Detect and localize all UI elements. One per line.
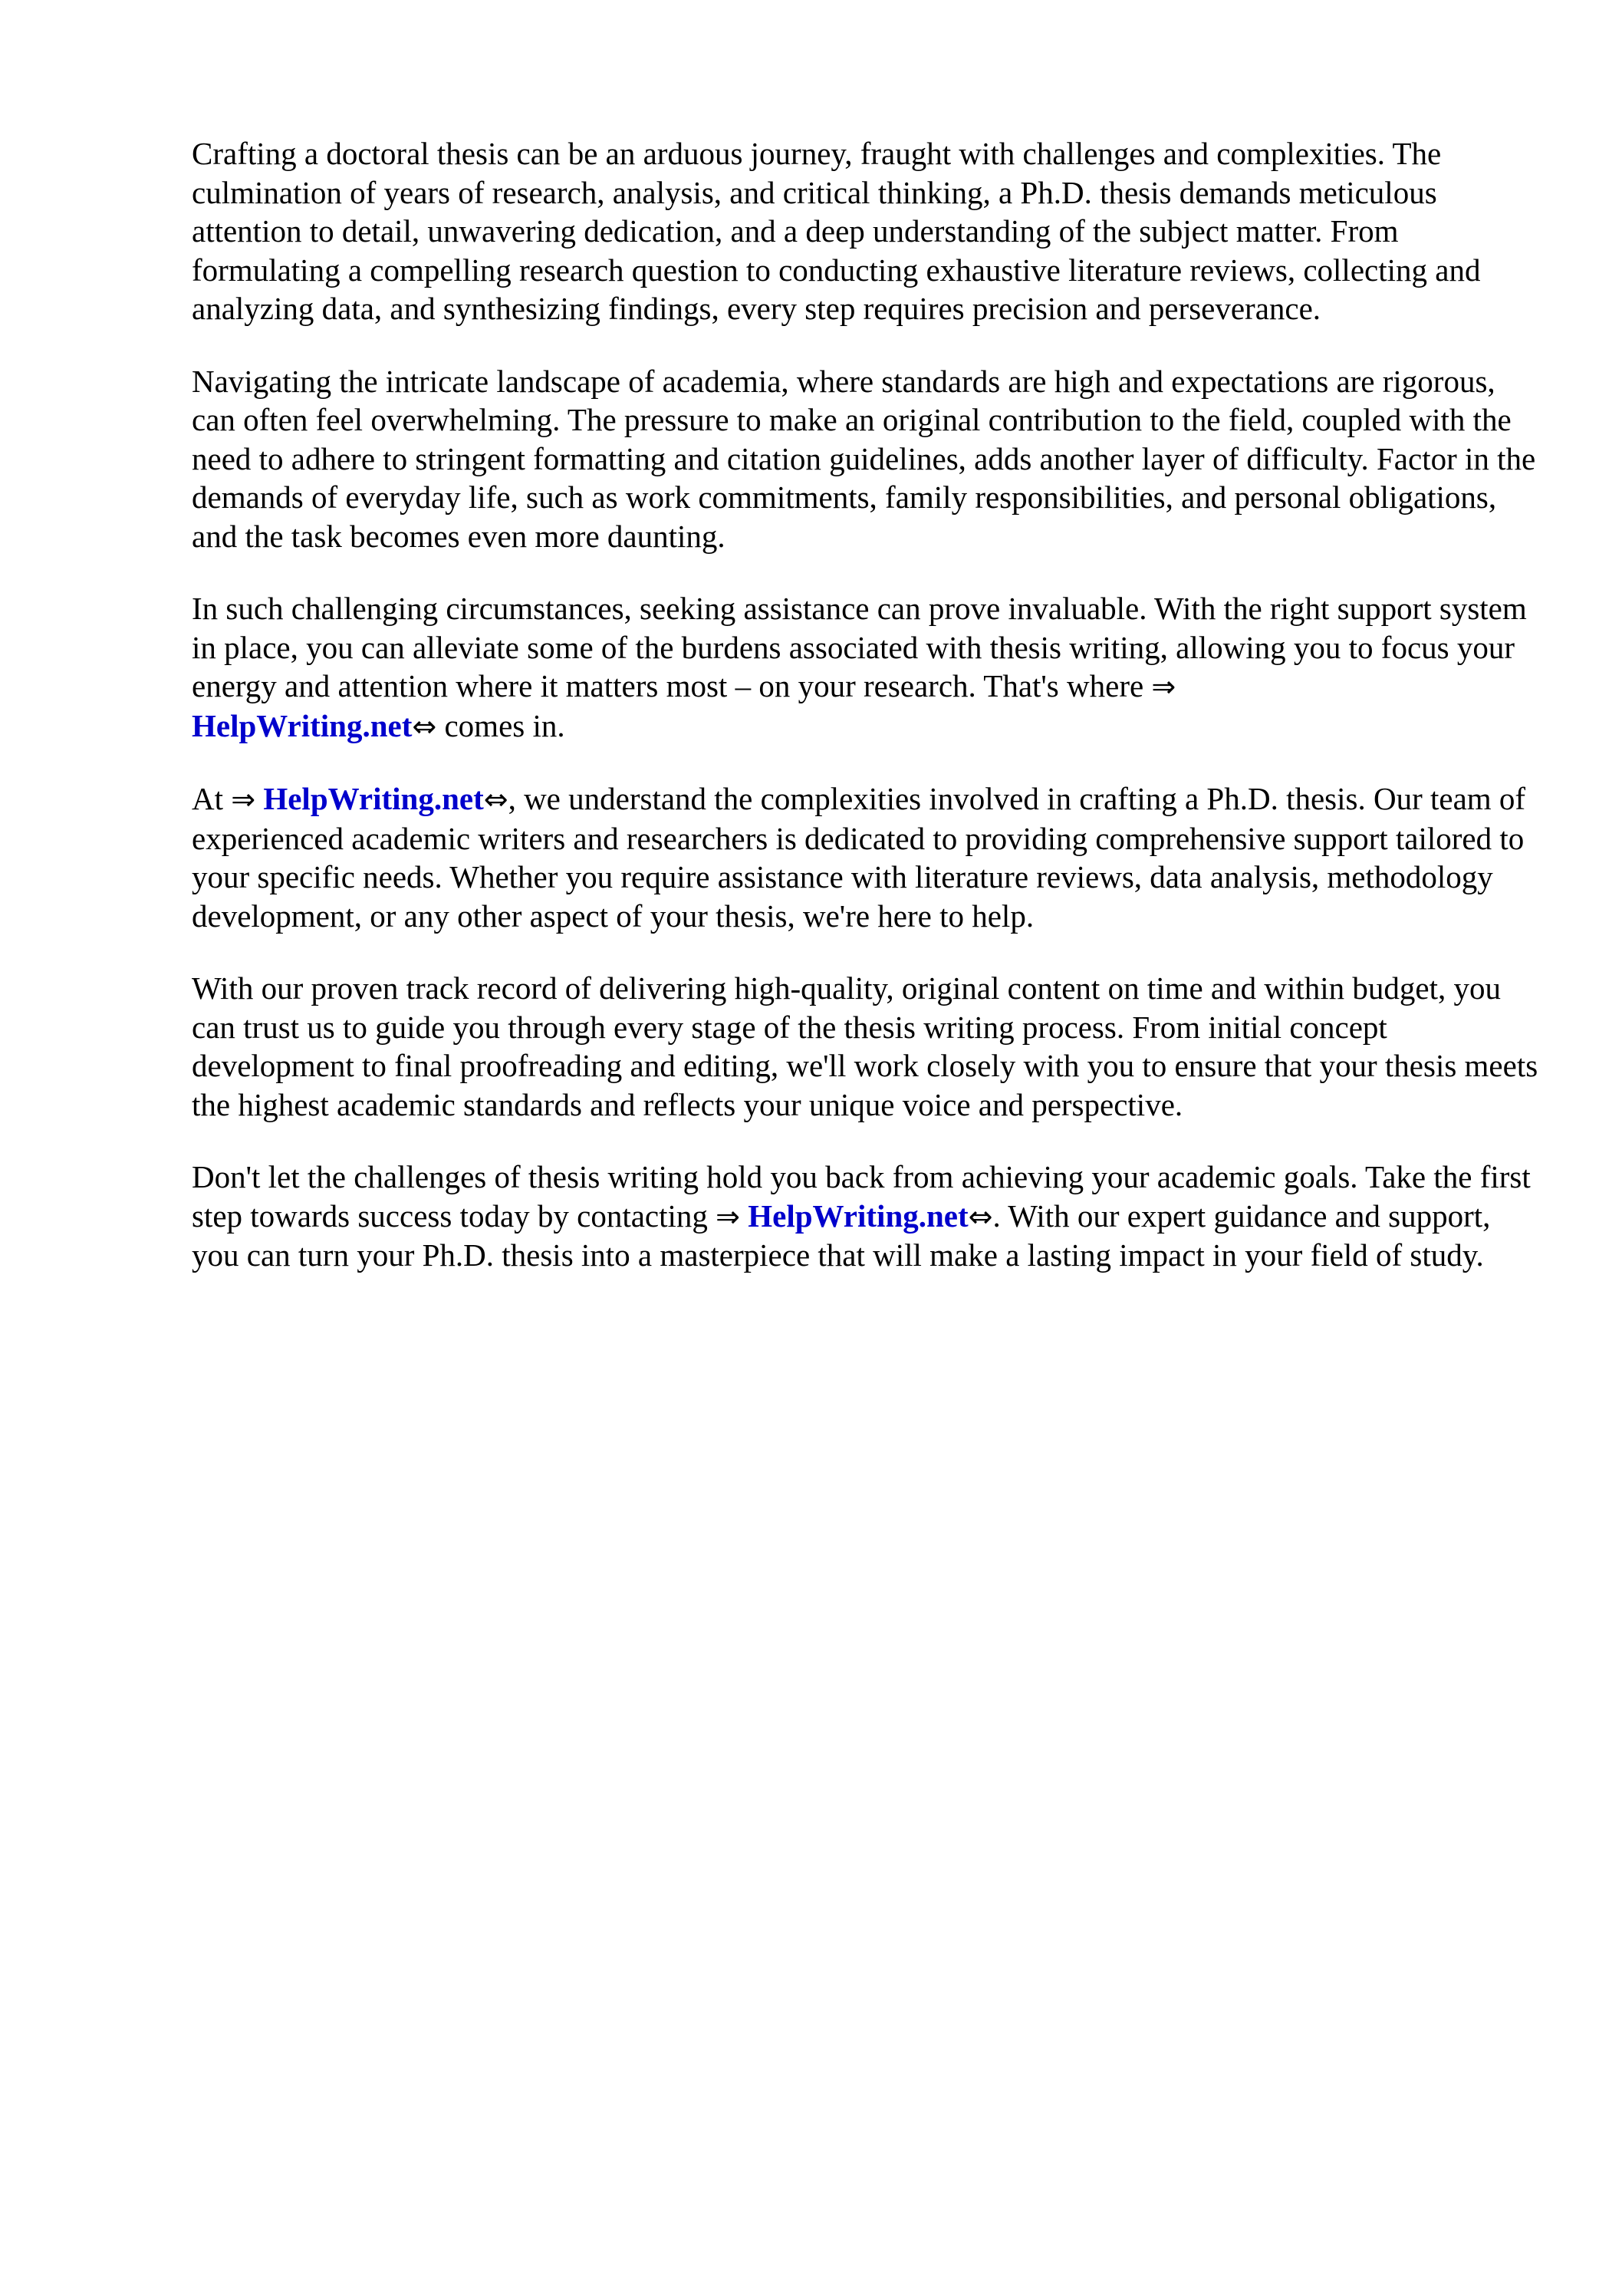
paragraph-4-text-start: At [192, 781, 232, 816]
double-arrow-icon: ⇔ [412, 709, 437, 743]
paragraph-6-text-start: Don't let the challenges of thesis writing hold you back from achieving your academic goals. Take the first step towards success today by contacting [192, 1159, 1531, 1234]
right-arrow-icon: ⇒ [716, 1199, 741, 1234]
right-arrow-icon: ⇒ [231, 782, 256, 816]
helpwriting-link[interactable]: HelpWriting.net [263, 781, 484, 816]
paragraph-3-text-start: In such challenging circumstances, seeking assistance can prove invaluable. With the right support system in place, you can alleviate some of the burdens associated with thesis writing, allowing you to focus your energy and attention where it matters most – on your research. That's where [192, 591, 1527, 703]
document-body [192, 134, 1541, 1309]
paragraph-2: Navigating the intricate landscape of academia, where standards are high and expectations are rigorous, can often feel overwhelming. The pressure to make an original contribution to the field, coupled with the need to adhere to stringent formatting and citation guidelines, adds another layer of difficulty. Factor in the demands of everyday life, such as work commitments, family responsibilities, and personal obligations, and the task becomes even more daunting. [192, 363, 1536, 554]
paragraph-3-text-end: comes in. [436, 707, 565, 743]
paragraph-6 [192, 1158, 1541, 1275]
double-arrow-icon: ⇔ [968, 1199, 993, 1234]
paragraph-6-text-end: . With our expert guidance and support, you can turn your Ph.D. thesis into a masterpiece that will make a lasting impact in your field of study. [192, 1197, 1491, 1273]
double-arrow-icon: ⇔ [483, 782, 508, 816]
paragraph-4-text-end: , we understand the complexities involved in crafting a Ph.D. thesis. Our team of experienced academic writers and researchers is dedicated to providing comprehensive support tailored to your specific needs. Whether you require assistance with literature reviews, data analysis, methodology development, or any other aspect of your thesis, we're here to help. [192, 781, 1526, 934]
helpwriting-link[interactable]: HelpWriting.net [748, 1197, 969, 1234]
paragraph-1: Crafting a doctoral thesis can be an arduous journey, fraught with challenges and complexities. The culmination of years of research, analysis, and critical thinking, a Ph.D. thesis demands meticulous attention to detail, unwavering dedication, and a deep understanding of the subject matter. From formulating a compelling research question to conducting exhaustive literature reviews, collecting and analyzing data, and synthesizing findings, every step requires precision and perseverance. [192, 136, 1481, 326]
right-arrow-icon: ⇒ [1151, 670, 1176, 703]
paragraph-3 [192, 589, 1541, 746]
paragraph-4 [192, 779, 1541, 935]
paragraph-5: With our proven track record of delivering high-quality, original content on time and within budget, you can trust us to guide you through every stage of the thesis writing process. From initial concept development to final proofreading and editing, we'll work closely with you to ensure that your thesis meets the highest academic standards and reflects your unique voice and perspective. [192, 970, 1538, 1122]
helpwriting-link[interactable]: HelpWriting.net [192, 707, 413, 743]
